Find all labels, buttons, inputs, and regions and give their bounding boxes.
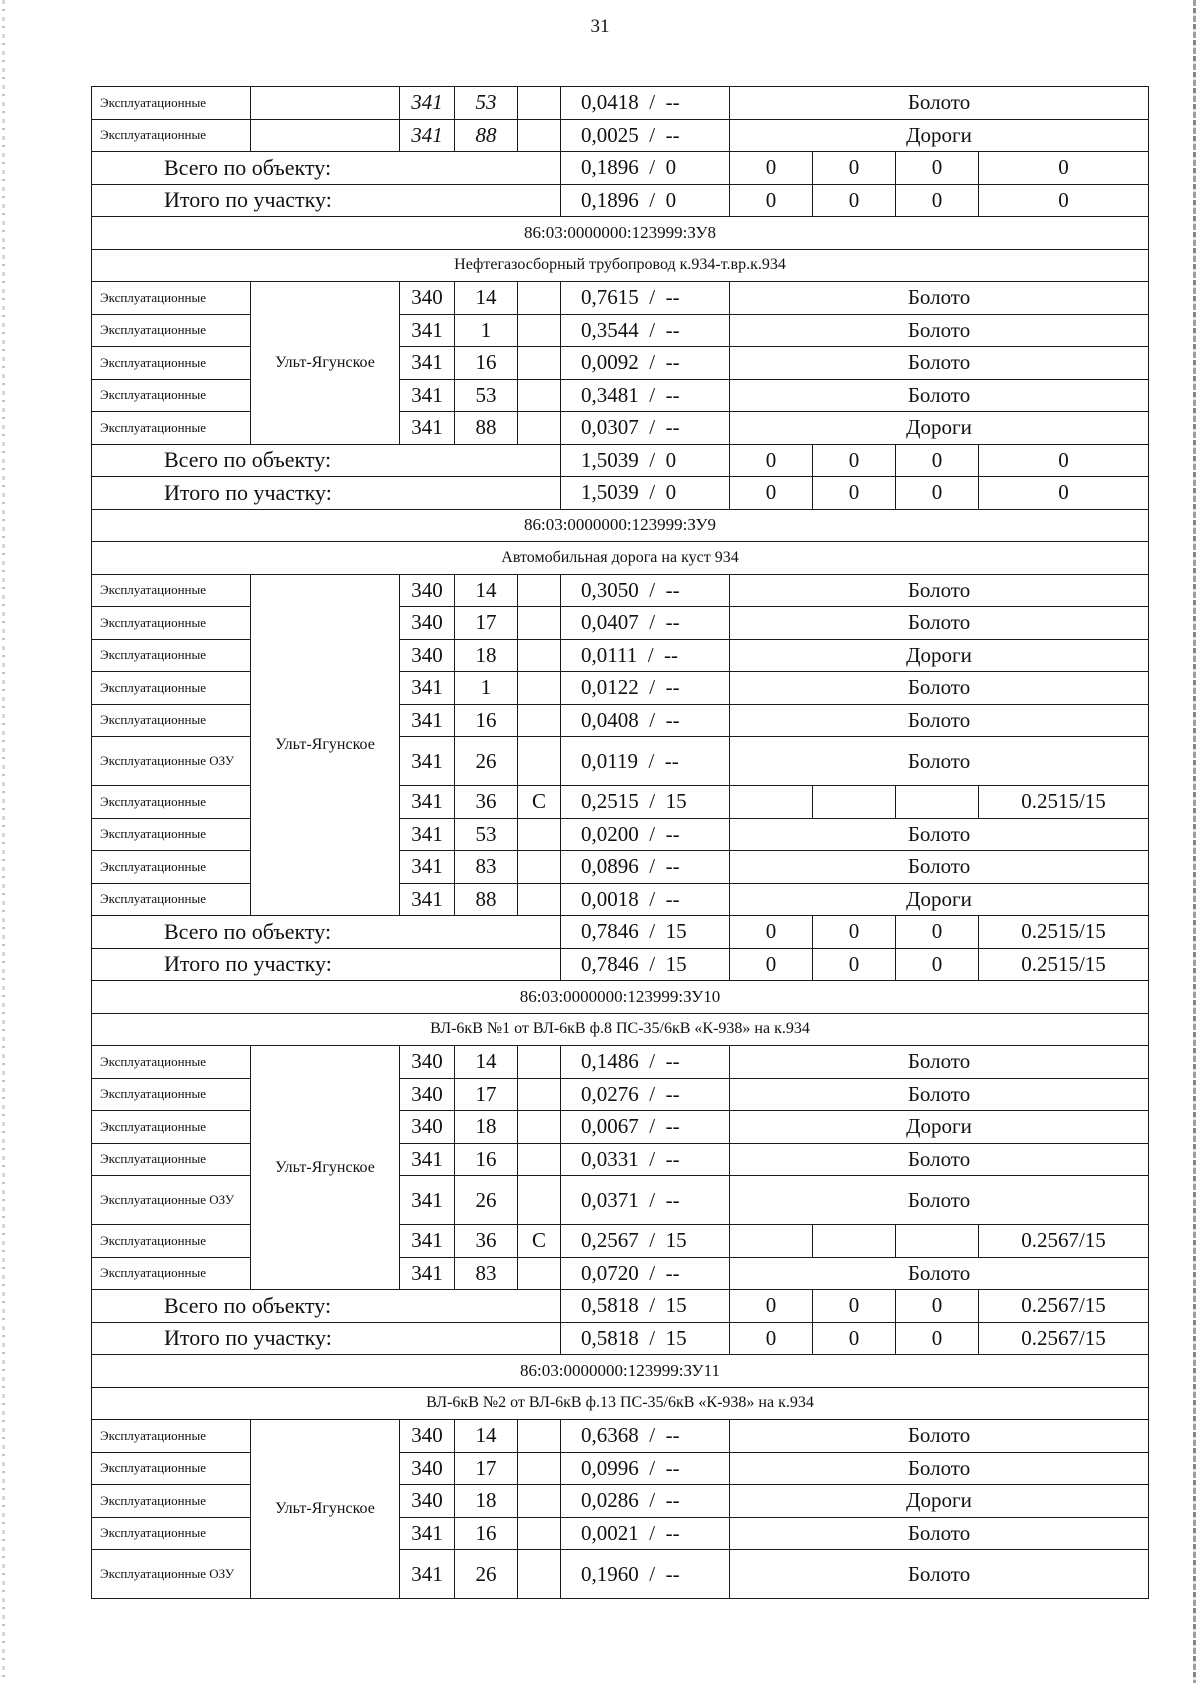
total-area-cell: 0,5818 / 15 [561,1322,730,1355]
quarter-number-cell: 341 [400,786,455,819]
land-category-cell: Болото [730,314,1149,347]
quarter-number-cell: 341 [400,883,455,916]
table-row [92,314,1149,347]
category-mark-cell: С [518,1225,561,1258]
table-row [92,818,1149,851]
object-purpose-cell: ВЛ-6кВ №2 от ВЛ-6кВ ф.13 ПС-35/6кВ «К-938» на к.934 [92,1387,1149,1420]
total-value-cell: 0 [896,152,979,185]
land-category-cell: Болото [730,1550,1149,1599]
table-row [92,119,1149,152]
land-category-cell: Болото [730,851,1149,884]
plot-type-cell: Эксплуатационные [92,851,251,884]
total-plot-row [92,948,1149,981]
allotment-number-cell: 14 [455,1420,518,1453]
total-label-cell: Всего по объекту: [92,444,561,477]
area-cell: 0,2567 / 15 [561,1225,730,1258]
category-mark-cell [518,1111,561,1144]
allotment-number-cell: 26 [455,737,518,786]
allotment-number-cell: 36 [455,786,518,819]
scan-edge-right [1193,0,1196,1683]
area-cell: 0,3050 / -- [561,574,730,607]
plot-type-cell: Эксплуатационные [92,1257,251,1290]
object-purpose-cell: ВЛ-6кВ №1 от ВЛ-6кВ ф.8 ПС-35/6кВ «К-938» на к.934 [92,1013,1149,1046]
quarter-number-cell: 340 [400,574,455,607]
land-category-cell: Болото [730,1176,1149,1225]
quarter-number-cell: 340 [400,1078,455,1111]
table-row [92,1517,1149,1550]
table-row [92,1550,1149,1599]
total-value-cell: 0.2515/15 [979,916,1149,949]
total-value-cell: 0 [896,444,979,477]
total-plot-row [92,1322,1149,1355]
plot-type-cell: Эксплуатационные [92,314,251,347]
category-mark-cell [518,1485,561,1518]
allotment-number-cell: 16 [455,704,518,737]
allotment-number-cell: 18 [455,1485,518,1518]
land-category-cell: Болото [730,1452,1149,1485]
category-mark-cell [518,818,561,851]
plot-type-cell: Эксплуатационные [92,347,251,380]
category-mark-cell [518,851,561,884]
field-empty-cell [251,87,400,120]
stock-volume-cell: 0.2567/15 [979,1225,1149,1258]
plot-heading-row [92,981,1149,1014]
total-area-cell: 0,1896 / 0 [561,184,730,217]
quarter-number-cell: 341 [400,87,455,120]
plot-heading-row [92,509,1149,542]
table-row [92,1452,1149,1485]
total-value-cell: 0 [730,948,813,981]
total-value-cell: 0 [730,477,813,510]
total-value-cell: 0 [896,948,979,981]
empty-cell [730,1225,813,1258]
land-category-cell: Болото [730,1517,1149,1550]
quarter-number-cell: 341 [400,704,455,737]
table-row [92,704,1149,737]
land-category-cell: Дороги [730,639,1149,672]
table-row [92,379,1149,412]
area-cell: 0,0371 / -- [561,1176,730,1225]
area-cell: 0,0276 / -- [561,1078,730,1111]
quarter-number-cell: 340 [400,1485,455,1518]
plot-type-cell: Эксплуатационные [92,1485,251,1518]
allotment-number-cell: 88 [455,883,518,916]
quarter-number-cell: 341 [400,818,455,851]
allotment-number-cell: 14 [455,1046,518,1079]
plot-type-cell: Эксплуатационные [92,1517,251,1550]
land-category-cell: Болото [730,1078,1149,1111]
quarter-number-cell: 341 [400,1517,455,1550]
total-value-cell: 0 [896,184,979,217]
object-purpose-cell: Нефтегазосборный трубопровод к.934-т.вр.к.934 [92,249,1149,282]
total-value-cell: 0 [896,916,979,949]
total-object-row [92,444,1149,477]
plot-type-cell: Эксплуатационные ОЗУ [92,1176,251,1225]
total-value-cell: 0.2567/15 [979,1290,1149,1323]
table-row [92,1176,1149,1225]
total-value-cell: 0 [813,1290,896,1323]
table-row [92,347,1149,380]
land-category-cell: Дороги [730,1111,1149,1144]
cadastral-number-cell: 86:03:0000000:123999:ЗУ10 [92,981,1149,1014]
allotment-number-cell: 17 [455,1078,518,1111]
area-cell: 0,0331 / -- [561,1143,730,1176]
plot-type-cell: Эксплуатационные ОЗУ [92,1550,251,1599]
allotment-number-cell: 26 [455,1550,518,1599]
table-row [92,1111,1149,1144]
table-row [92,1257,1149,1290]
category-mark-cell [518,119,561,152]
area-cell: 0,1960 / -- [561,1550,730,1599]
total-value-cell: 0 [813,444,896,477]
total-value-cell: 0 [730,444,813,477]
area-cell: 0,0720 / -- [561,1257,730,1290]
plot-type-cell: Эксплуатационные ОЗУ [92,737,251,786]
category-mark-cell [518,379,561,412]
allotment-number-cell: 88 [455,412,518,445]
plot-type-cell: Эксплуатационные [92,412,251,445]
total-value-cell: 0 [813,477,896,510]
area-cell: 0,0067 / -- [561,1111,730,1144]
category-mark-cell [518,1452,561,1485]
allotment-number-cell: 36 [455,1225,518,1258]
allotment-number-cell: 16 [455,1143,518,1176]
plot-type-cell: Эксплуатационные [92,282,251,315]
allotment-number-cell: 16 [455,1517,518,1550]
table-row [92,883,1149,916]
area-cell: 0,7615 / -- [561,282,730,315]
plot-heading-row [92,217,1149,250]
total-label-cell: Итого по участку: [92,1322,561,1355]
field-empty-cell [251,119,400,152]
allotment-number-cell: 16 [455,347,518,380]
quarter-number-cell: 341 [400,412,455,445]
allotment-number-cell: 17 [455,1452,518,1485]
land-category-cell: Болото [730,87,1149,120]
plot-type-cell: Эксплуатационные [92,1452,251,1485]
table-row [92,851,1149,884]
land-category-cell: Болото [730,737,1149,786]
category-mark-cell [518,883,561,916]
empty-cell [813,1225,896,1258]
plot-type-cell: Эксплуатационные [92,87,251,120]
category-mark-cell [518,314,561,347]
purpose-heading-row [92,542,1149,575]
empty-cell [896,1225,979,1258]
plot-type-cell: Эксплуатационные [92,704,251,737]
quarter-number-cell: 340 [400,1420,455,1453]
table-row [92,1078,1149,1111]
total-value-cell: 0.2515/15 [979,948,1149,981]
total-value-cell: 0 [979,184,1149,217]
land-category-cell: Дороги [730,883,1149,916]
quarter-number-cell: 341 [400,119,455,152]
total-label-cell: Всего по объекту: [92,152,561,185]
quarter-number-cell: 341 [400,1550,455,1599]
table-row [92,737,1149,786]
quarter-number-cell: 340 [400,1452,455,1485]
category-mark-cell [518,1517,561,1550]
area-cell: 0,0092 / -- [561,347,730,380]
category-mark-cell [518,1550,561,1599]
area-cell: 0,3544 / -- [561,314,730,347]
field-name-cell: Ульт-Ягунское [251,574,400,916]
scan-edge-left [2,0,5,1683]
total-value-cell: 0 [896,1290,979,1323]
quarter-number-cell: 341 [400,1176,455,1225]
stock-volume-cell: 0.2515/15 [979,786,1149,819]
plot-type-cell: Эксплуатационные [92,1420,251,1453]
plot-type-cell: Эксплуатационные [92,1046,251,1079]
total-value-cell: 0 [896,477,979,510]
purpose-heading-row [92,249,1149,282]
plot-type-cell: Эксплуатационные [92,639,251,672]
land-category-cell: Болото [730,379,1149,412]
total-value-cell: 0 [979,444,1149,477]
allotment-number-cell: 14 [455,574,518,607]
allotment-number-cell: 53 [455,87,518,120]
allotment-number-cell: 88 [455,119,518,152]
total-area-cell: 0,1896 / 0 [561,152,730,185]
plot-type-cell: Эксплуатационные [92,818,251,851]
field-name-cell: Ульт-Ягунское [251,282,400,445]
plot-type-cell: Эксплуатационные [92,379,251,412]
total-value-cell: 0 [730,1290,813,1323]
empty-cell [896,786,979,819]
purpose-heading-row [92,1013,1149,1046]
total-value-cell: 0 [813,916,896,949]
allotment-number-cell: 1 [455,314,518,347]
plot-type-cell: Эксплуатационные [92,1111,251,1144]
land-category-cell: Дороги [730,1485,1149,1518]
allotment-number-cell: 18 [455,639,518,672]
table-row [92,1143,1149,1176]
plot-type-cell: Эксплуатационные [92,119,251,152]
category-mark-cell [518,347,561,380]
cadastral-number-cell: 86:03:0000000:123999:ЗУ9 [92,509,1149,542]
area-cell: 0,0896 / -- [561,851,730,884]
area-cell: 0,3481 / -- [561,379,730,412]
quarter-number-cell: 341 [400,851,455,884]
total-value-cell: 0.2567/15 [979,1322,1149,1355]
land-category-cell: Болото [730,818,1149,851]
plot-type-cell: Эксплуатационные [92,574,251,607]
object-purpose-cell: Автомобильная дорога на куст 934 [92,542,1149,575]
land-category-cell: Болото [730,704,1149,737]
empty-cell [813,786,896,819]
quarter-number-cell: 341 [400,672,455,705]
total-value-cell: 0 [813,152,896,185]
table-row [92,786,1149,819]
allotment-number-cell: 1 [455,672,518,705]
quarter-number-cell: 341 [400,379,455,412]
area-cell: 0,0418 / -- [561,87,730,120]
total-value-cell: 0 [979,152,1149,185]
allotment-number-cell: 83 [455,1257,518,1290]
field-name-cell: Ульт-Ягунское [251,1046,400,1290]
total-plot-row [92,477,1149,510]
plot-type-cell: Эксплуатационные [92,1225,251,1258]
category-mark-cell [518,1420,561,1453]
quarter-number-cell: 340 [400,607,455,640]
area-cell: 0,0119 / -- [561,737,730,786]
category-mark-cell [518,737,561,786]
table-row [92,87,1149,120]
category-mark-cell [518,1257,561,1290]
table-body [92,87,1149,1599]
total-value-cell: 0 [896,1322,979,1355]
allotment-number-cell: 83 [455,851,518,884]
total-area-cell: 1,5039 / 0 [561,477,730,510]
category-mark-cell [518,607,561,640]
total-area-cell: 0,7846 / 15 [561,916,730,949]
area-cell: 0,0025 / -- [561,119,730,152]
category-mark-cell: С [518,786,561,819]
table-row [92,412,1149,445]
land-category-cell: Болото [730,347,1149,380]
total-label-cell: Всего по объекту: [92,1290,561,1323]
allotment-number-cell: 53 [455,818,518,851]
table-row [92,1046,1149,1079]
area-cell: 0,0111 / -- [561,639,730,672]
land-category-cell: Дороги [730,412,1149,445]
quarter-number-cell: 340 [400,639,455,672]
category-mark-cell [518,87,561,120]
quarter-number-cell: 341 [400,347,455,380]
area-cell: 0,0200 / -- [561,818,730,851]
quarter-number-cell: 340 [400,1046,455,1079]
quarter-number-cell: 341 [400,314,455,347]
total-area-cell: 0,7846 / 15 [561,948,730,981]
plot-type-cell: Эксплуатационные [92,1143,251,1176]
category-mark-cell [518,574,561,607]
total-label-cell: Итого по участку: [92,477,561,510]
area-cell: 0,0408 / -- [561,704,730,737]
purpose-heading-row [92,1387,1149,1420]
category-mark-cell [518,1046,561,1079]
total-object-row [92,1290,1149,1323]
total-value-cell: 0 [730,916,813,949]
allotment-number-cell: 53 [455,379,518,412]
total-label-cell: Итого по участку: [92,184,561,217]
land-category-cell: Болото [730,1143,1149,1176]
allotment-number-cell: 18 [455,1111,518,1144]
total-value-cell: 0 [813,1322,896,1355]
category-mark-cell [518,282,561,315]
total-plot-row [92,184,1149,217]
table-row [92,1225,1149,1258]
total-area-cell: 0,5818 / 15 [561,1290,730,1323]
category-mark-cell [518,1078,561,1111]
total-value-cell: 0 [730,184,813,217]
table-row [92,607,1149,640]
area-cell: 0,2515 / 15 [561,786,730,819]
total-value-cell: 0 [813,948,896,981]
cadastral-number-cell: 86:03:0000000:123999:ЗУ8 [92,217,1149,250]
plot-type-cell: Эксплуатационные [92,672,251,705]
table-row [92,1420,1149,1453]
area-cell: 0,0122 / -- [561,672,730,705]
total-value-cell: 0 [730,1322,813,1355]
plot-heading-row [92,1355,1149,1388]
total-value-cell: 0 [979,477,1149,510]
allotment-number-cell: 14 [455,282,518,315]
allotment-number-cell: 17 [455,607,518,640]
category-mark-cell [518,704,561,737]
plot-type-cell: Эксплуатационные [92,607,251,640]
land-category-cell: Болото [730,1046,1149,1079]
quarter-number-cell: 341 [400,737,455,786]
category-mark-cell [518,639,561,672]
land-category-cell: Болото [730,607,1149,640]
total-area-cell: 1,5039 / 0 [561,444,730,477]
category-mark-cell [518,1143,561,1176]
category-mark-cell [518,1176,561,1225]
plot-type-cell: Эксплуатационные [92,883,251,916]
field-name-cell: Ульт-Ягунское [251,1420,400,1599]
plot-type-cell: Эксплуатационные [92,786,251,819]
table-row [92,574,1149,607]
table-row [92,672,1149,705]
area-cell: 0,0018 / -- [561,883,730,916]
area-cell: 0,6368 / -- [561,1420,730,1453]
quarter-number-cell: 341 [400,1143,455,1176]
allotment-number-cell: 26 [455,1176,518,1225]
land-category-cell: Болото [730,1420,1149,1453]
total-object-row [92,916,1149,949]
table-row [92,282,1149,315]
empty-cell [730,786,813,819]
table-row [92,639,1149,672]
quarter-number-cell: 340 [400,1111,455,1144]
land-category-cell: Болото [730,1257,1149,1290]
total-value-cell: 0 [813,184,896,217]
land-category-cell: Дороги [730,119,1149,152]
land-category-cell: Болото [730,672,1149,705]
plot-type-cell: Эксплуатационные [92,1078,251,1111]
land-plots-table [91,86,1149,1599]
area-cell: 0,0286 / -- [561,1485,730,1518]
total-object-row [92,152,1149,185]
total-label-cell: Итого по участку: [92,948,561,981]
quarter-number-cell: 340 [400,282,455,315]
total-label-cell: Всего по объекту: [92,916,561,949]
quarter-number-cell: 341 [400,1257,455,1290]
area-cell: 0,0307 / -- [561,412,730,445]
page-number: 31 [590,16,610,37]
land-category-cell: Болото [730,282,1149,315]
table-row [92,1485,1149,1518]
category-mark-cell [518,412,561,445]
cadastral-number-cell: 86:03:0000000:123999:ЗУ11 [92,1355,1149,1388]
area-cell: 0,0996 / -- [561,1452,730,1485]
area-cell: 0,0021 / -- [561,1517,730,1550]
quarter-number-cell: 341 [400,1225,455,1258]
category-mark-cell [518,672,561,705]
area-cell: 0,1486 / -- [561,1046,730,1079]
land-category-cell: Болото [730,574,1149,607]
total-value-cell: 0 [730,152,813,185]
area-cell: 0,0407 / -- [561,607,730,640]
